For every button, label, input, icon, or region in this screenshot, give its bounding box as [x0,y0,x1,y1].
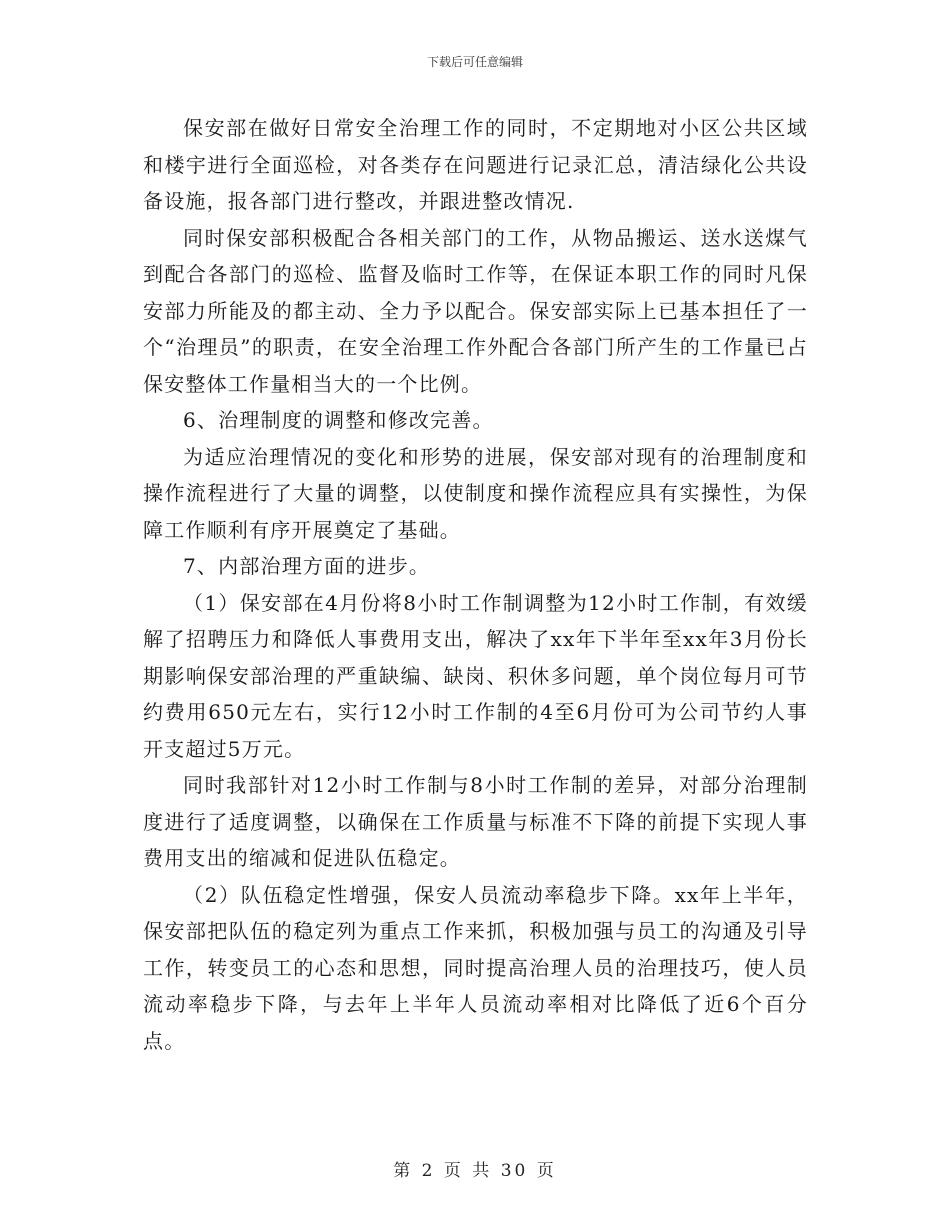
paragraph-work-schedule: （1）保安部在4月份将8小时工作制调整为12小时工作制，有效缓解了招聘压力和降低人事费用支出，解决了xx年下半年至xx年3月份长期影响保安部治理的严重缺编、缺岗、积休多问题，单个岗位每月可节约费用650元左右，实行12小时工作制的4至6月份可为公司节约人事开支超过5万元。 [143,590,808,761]
document-body [143,110,808,1059]
section-heading-7: 7、内部治理方面的进步。 [183,554,431,578]
page-header: 下载后可任意编辑 [426,55,523,69]
paragraph-system-adjustment: 为适应治理情况的变化和形势的进展，保安部对现有的治理制度和操作流程进行了大量的调整，以使制度和操作流程应具有实操性，为保障工作顺利有序开展奠定了基础。 [143,444,808,542]
paragraph-schedule-difference: 同时我部针对12小时工作制与8小时工作制的差异，对部分治理制度进行了适度调整，以确保在工作质量与标准不下降的前提下实现人事费用支出的缩减和促进队伍稳定。 [143,773,808,870]
paragraph-inspection: 保安部在做好日常安全治理工作的同时，不定期地对小区公共区域和楼宇进行全面巡检，对各类存在问题进行记录汇总，清洁绿化公共设备设施，报各部门进行整改，并跟进整改情况. [143,116,808,213]
paragraph-team-stability: （2）队伍稳定性增强，保安人员流动率稳步下降。xx年上半年，保安部把队伍的稳定列为重点工作来抓，积极加强与员工的沟通及引导工作，转变员工的心态和思想，同时提高治理人员的治理技巧，使人员流动率稳步下降，与去年上半年人员流动率相对比降低了近6个百分点。 [143,882,808,1053]
paragraph-cooperation: 同时保安部积极配合各相关部门的工作，从物品搬运、送水送煤气到配合各部门的巡检、监督及临时工作等，在保证本职工作的同时凡保安部力所能及的都主动、全力予以配合。保安部实际上已基本担任了一个“治理员”的职责，在安全治理工作外配合各部门所产生的工作量已占保安整体工作量相当大的一个比例。 [143,225,808,396]
page-footer: 第 2 页 共 30 页 [393,1161,557,1181]
section-heading-6: 6、治理制度的调整和修改完善。 [183,408,494,432]
